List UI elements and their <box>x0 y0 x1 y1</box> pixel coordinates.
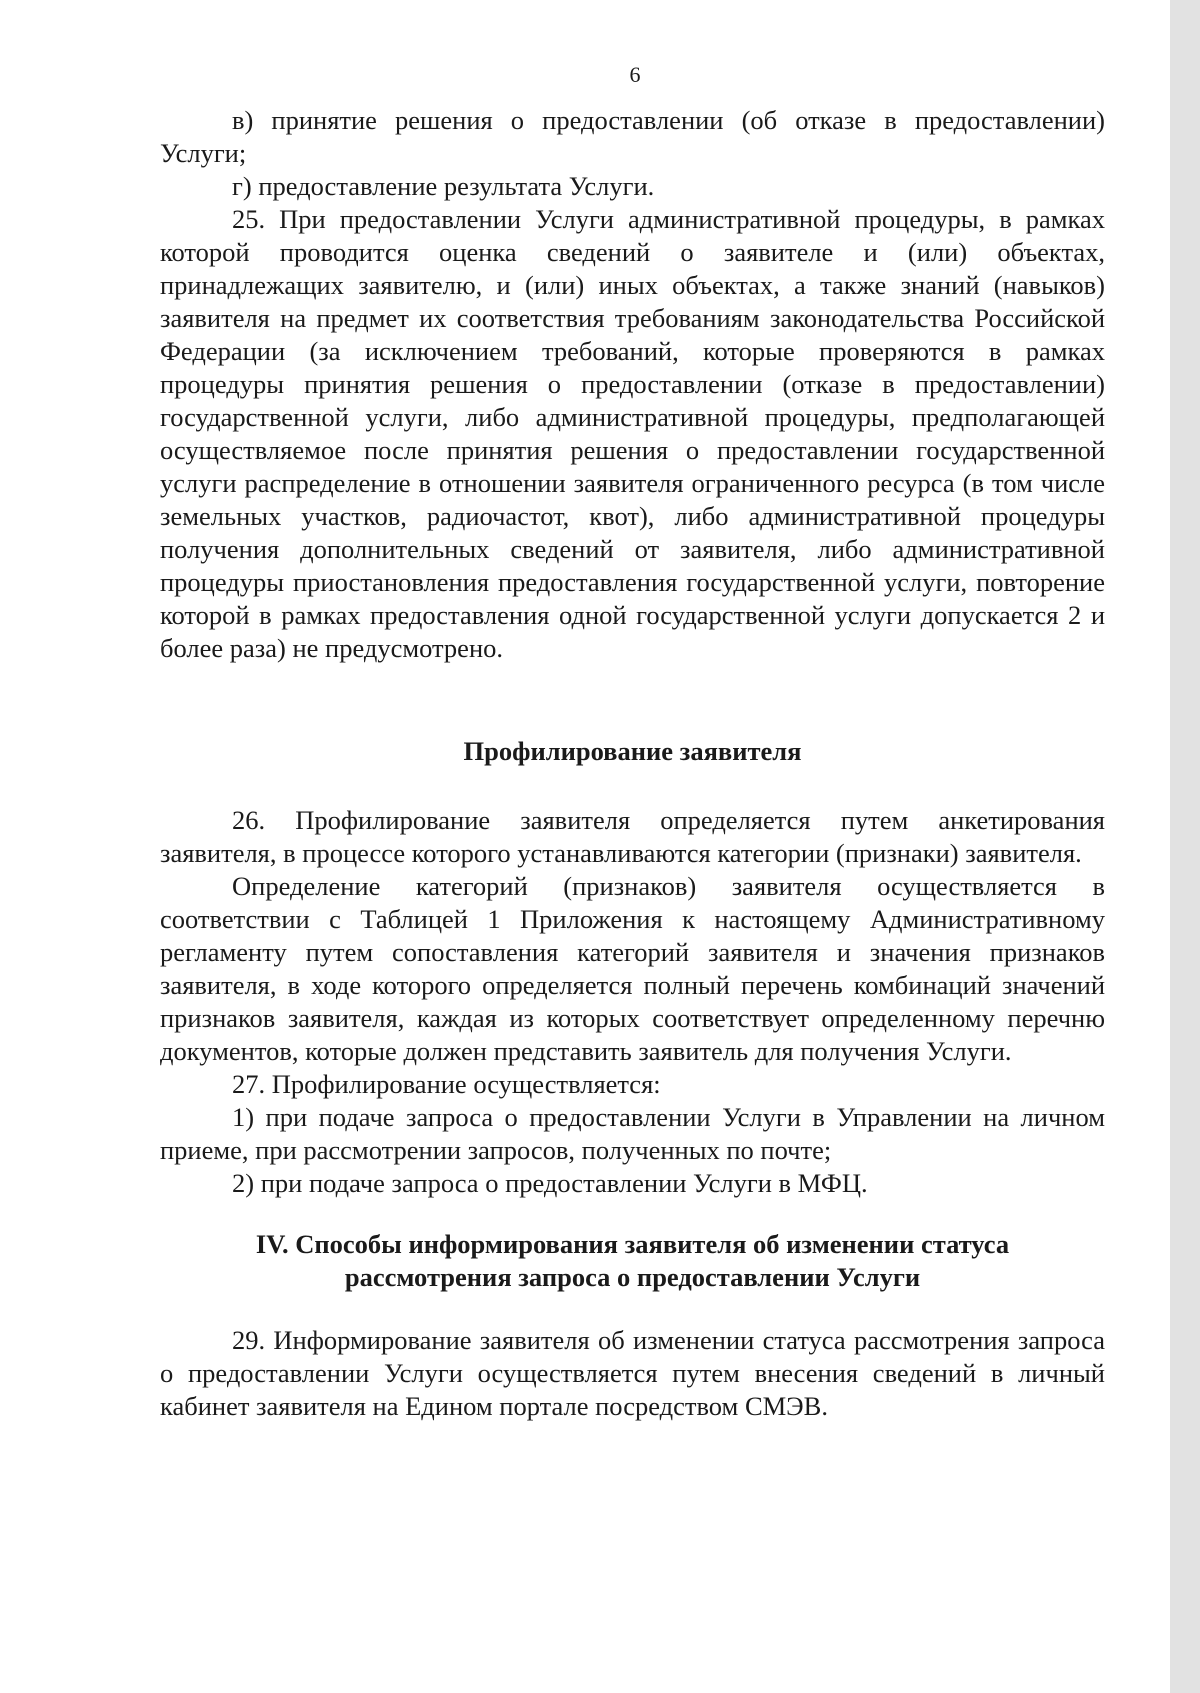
spacer <box>160 1294 1105 1324</box>
paragraph-26: 26. Профилирование заявителя определяется путем анкетирования заявителя, в процессе которого устанавливаются категории (признаки) заявителя. <box>160 805 1105 868</box>
paragraph-27-item-2: 2) при подаче запроса о предоставлении Услуги в МФЦ. <box>232 1168 868 1198</box>
paragraph-29: 29. Информирование заявителя об изменении статуса рассмотрения запроса о предоставлении Услуги осуществляется путем внесения сведений в личный кабинет заявителя на Едином портале посредством СМЭВ. <box>160 1325 1105 1421</box>
spacer <box>160 768 1105 804</box>
paragraph-27-item-1: 1) при подаче запроса о предоставлении Услуги в Управлении на личном приеме, при рассмотрении запросов, полученных по почте; <box>160 1102 1105 1165</box>
paragraph-item-g: г) предоставление результата Услуги. <box>232 171 655 201</box>
document-body <box>160 104 1105 1423</box>
spacer <box>160 665 1105 735</box>
spacer <box>160 1200 1105 1228</box>
scan-margin <box>1170 0 1200 1693</box>
page-number: 6 <box>629 62 641 87</box>
paragraph-27: 27. Профилирование осуществляется: <box>232 1069 661 1099</box>
heading-section-iv-line-1: IV. Способы информирования заявителя об изменении статуса <box>255 1229 1010 1259</box>
paragraph-25: 25. При предоставлении Услуги административной процедуры, в рамках которой проводится оценка сведений о заявителе и (или) объектах, принадлежащих заявителю, и (или) иных объектах, а также знаний (навыков) заявителя на предмет их соответствия требованиям законодательства Российской Федерации (за исключением требований, которые проверяются в рамках процедуры принятия решения о предоставлении (отказе в предоставлении) государственной услуги, либо административной процедуры, предполагающей осуществляемое после принятия решения о предоставлении государственной услуги распределение в отношении заявителя ограниченного ресурса (в том числе земельных участков, радиочастот, квот), либо административной процедуры получения дополнительных сведений от заявителя, либо административной процедуры приостановления предоставления государственной услуги, повторение которой в рамках предоставления одной государственной услуги допускается 2 и более раза) не предусмотрено. <box>160 204 1105 663</box>
paragraph-categories: Определение категорий (признаков) заявителя осуществляется в соответствии с Таблицей 1 Приложения к настоящему Административному регламенту путем сопоставления категорий заявителя и значения признаков заявителя, в ходе которого определяется полный перечень комбинаций значений признаков заявителя, каждая из которых соответствует определенному перечню документов, которые должен представить заявитель для получения Услуги. <box>160 871 1105 1066</box>
heading-section-iv <box>160 1228 1105 1294</box>
heading-profiling: Профилирование заявителя <box>463 736 802 766</box>
paragraph-item-v: в) принятие решения о предоставлении (об отказе в предоставлении) Услуги; <box>160 105 1105 168</box>
heading-section-iv-line-2: рассмотрения запроса о предоставлении Услуги <box>344 1262 921 1292</box>
